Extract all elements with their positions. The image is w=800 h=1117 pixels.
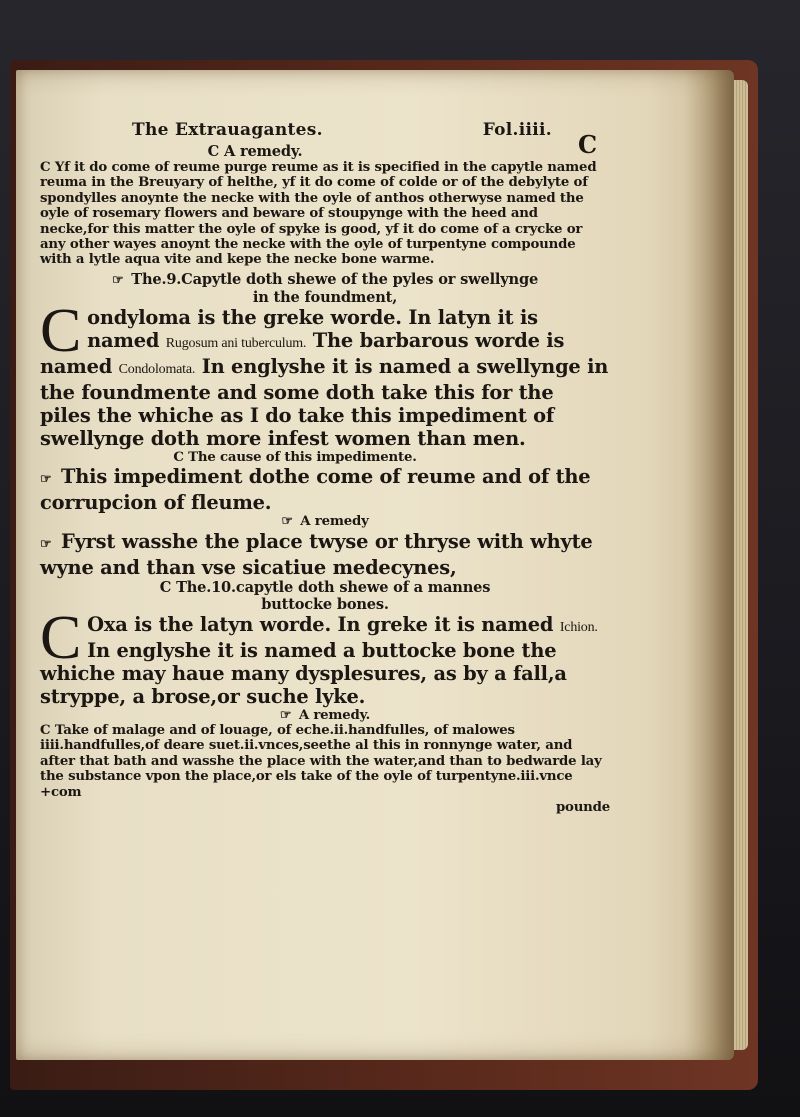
remedy-heading: ☞ A remedy. <box>279 707 371 723</box>
drop-cap: C <box>40 296 82 365</box>
remedy-paragraph: C Yf it do come of reume purge reume as it is specified in the capytle named reuma in the Breuyary of helthe, yf it do come of colde or of the debylyte of spondylles anoynte the necke with the oyle of anthos otherwyse named the oyle of rosemary flowers and beware of stoupynge with the heed and necke,for this matter the oyle of spyke is good, yf it do come of a crycke or any other wayes anoynt the necke with the oyle of turpentyne compounde with a lytle aqua vite and kepe the necke bone warme. <box>40 160 597 268</box>
pointing-hand-icon: ☞ <box>279 707 292 723</box>
page-gutter-shadow <box>684 70 734 1060</box>
pilcrow-icon: C <box>40 723 51 739</box>
chapter-paragraph: C ondyloma is the greke worde. In latyn it is named Rugosum ani tuberculum. The barbarous worde is named Condolomata. In englyshe it is named a swellynge in the foundmente and some doth take this for the piles the whiche as I do take this impediment of swellynge doth more infest women than men. <box>40 296 609 450</box>
pointing-hand-icon: ☞ <box>40 472 52 488</box>
pointing-hand-icon: ☞ <box>40 536 52 552</box>
drop-cap: C <box>40 603 82 672</box>
chapter-heading: ☞ The.9.Capytle doth shewe of the pyles or swellynge <box>111 270 539 288</box>
remedy-paragraph: ☞ Fyrst wasshe the place twyse or thryse with whyte wyne and than vse sicatiue medecynes, <box>40 529 593 579</box>
pilcrow-icon: C <box>173 449 184 465</box>
cause-paragraph: ☞ This impediment dothe come of reume and of the corrupcion of fleume. <box>40 465 591 515</box>
page-edges <box>734 80 748 1050</box>
folio-number: Fol.iiii. <box>482 120 552 140</box>
pilcrow-icon: C <box>207 143 220 160</box>
remedy-heading: C A remedy. <box>207 143 303 160</box>
remedy-paragraph: C Take of malage and of louage, of eche.ii.handfulles, of malowes iiii.handfulles,of deare suet.ii.vnces,seethe al this in ronnynge water, and after that bath and wasshe the place with the water,and than to bedwarde lay the substance vpon the place,or els take of the oyle of turpentyne.iii.vnce +com <box>40 723 602 800</box>
margin-mark: C <box>578 130 598 159</box>
chapter-heading-line-2: buttocke bones. <box>261 595 389 613</box>
running-header <box>132 120 552 140</box>
running-title: The Extrauagantes. <box>132 120 323 140</box>
chapter-heading-line-2: in the foundment, <box>252 288 398 306</box>
chapter-paragraph: C Oxa is the latyn worde. In greke it is named Ichion. In englyshe it is named a buttocke bone the whiche may haue many dysplesures, as by a fall,a stryppe, a brose,or suche lyke. <box>40 603 598 708</box>
cause-heading: C The cause of this impedimente. <box>173 449 417 465</box>
chapter-heading: C The.10.capytle doth shewe of a mannes <box>159 578 491 596</box>
pilcrow-icon: C <box>159 578 172 596</box>
pointing-hand-icon: ☞ <box>111 272 124 288</box>
page-text <box>40 120 610 816</box>
pointing-hand-icon: ☞ <box>281 514 293 530</box>
catchword: pounde <box>555 800 610 816</box>
pilcrow-icon: C <box>40 160 51 175</box>
remedy-heading: ☞ A remedy <box>281 514 369 530</box>
